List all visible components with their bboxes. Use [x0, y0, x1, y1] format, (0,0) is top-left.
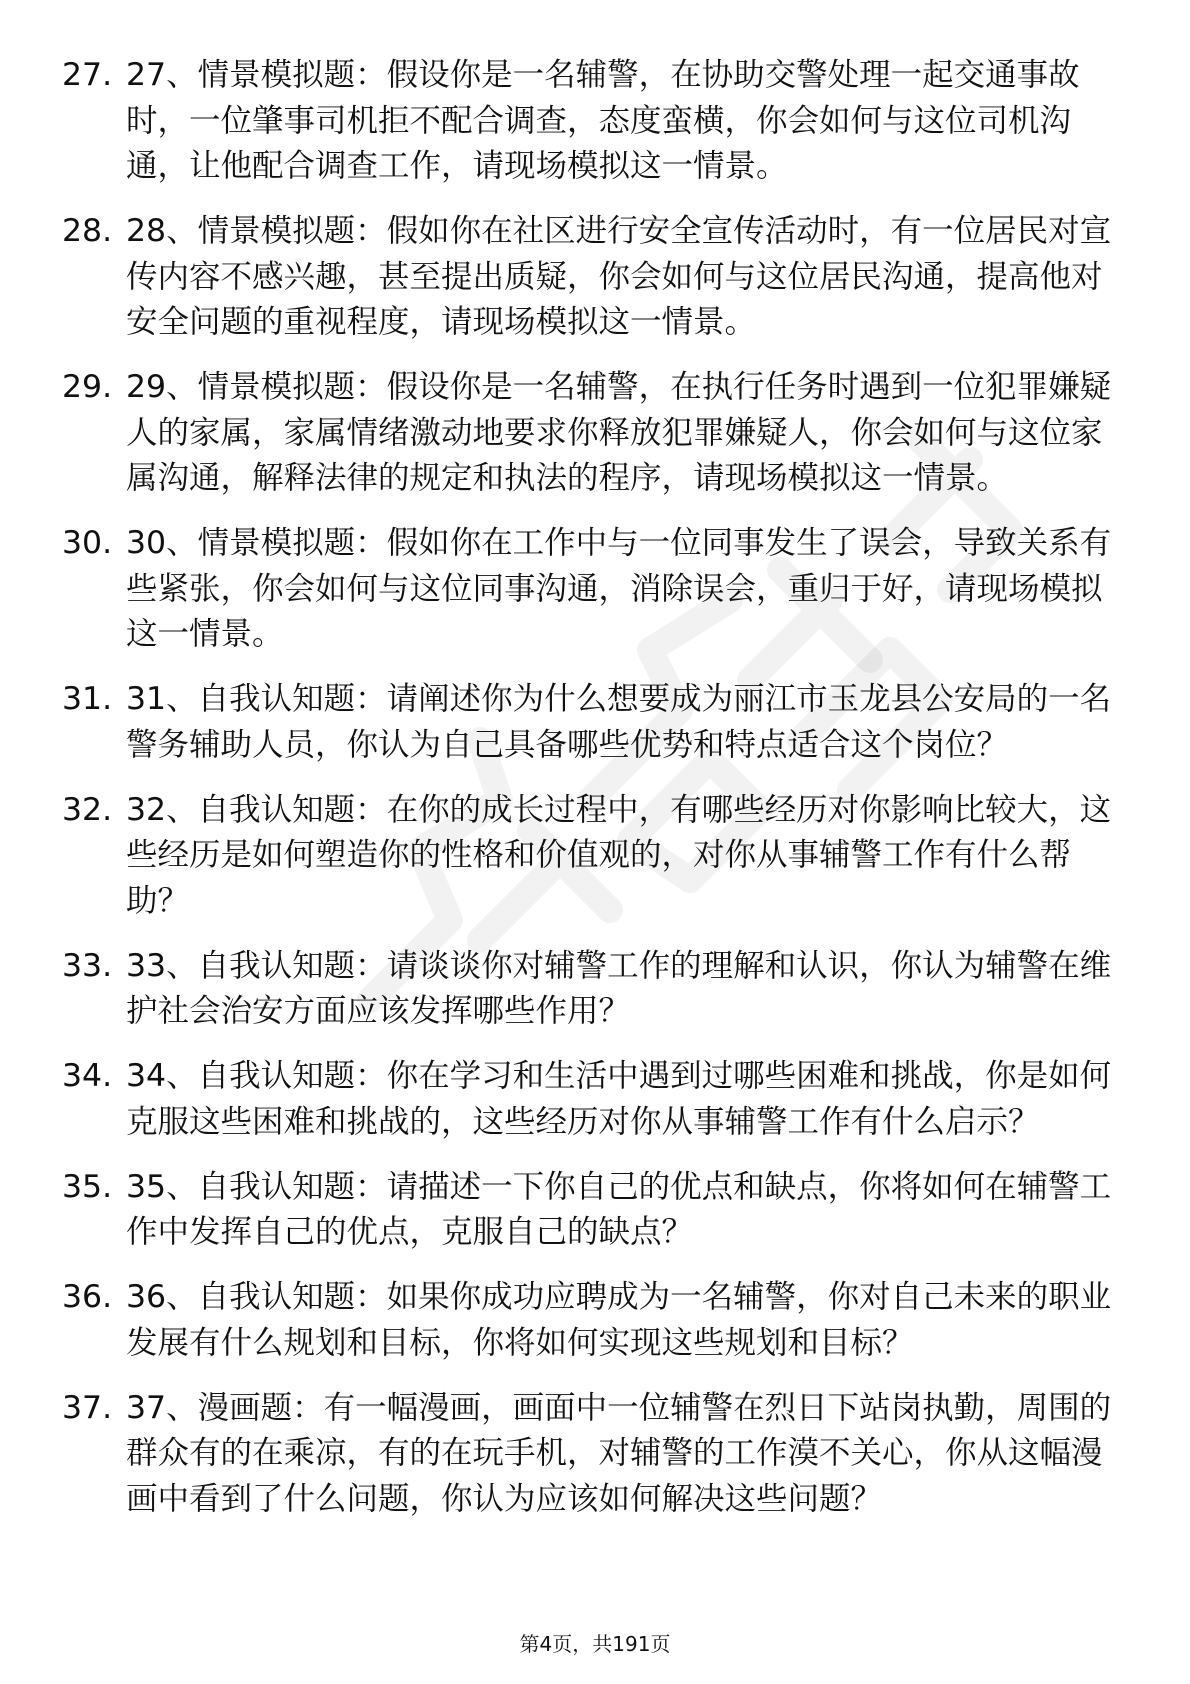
question-number: 32. — [62, 791, 113, 828]
question-item — [62, 1165, 1122, 1256]
question-number: 30. — [62, 525, 113, 561]
question-text: 28、情景模拟题：假如你在社区进行安全宣传活动时，有一位居民对宣传内容不感兴趣，甚至提出质疑，你会如何与这位居民沟通，提高他对安全问题的重视程度，请现场模拟这一情景。 — [126, 213, 1112, 340]
question-number: 29. — [62, 369, 113, 405]
question-text: 30、情景模拟题：假如你在工作中与一位同事发生了误会，导致关系有些紧张，你会如何与这位同事沟通，消除误会，重归于好，请现场模拟这一情景。 — [126, 525, 1112, 652]
question-text: 34、自我认知题：你在学习和生活中遇到过哪些困难和挑战，你是如何克服这些困难和挑战的，这些经历对你从事辅警工作有什么启示？ — [126, 1058, 1112, 1140]
question-number: 37. — [62, 1389, 113, 1426]
question-text: 32、自我认知题：在你的成长过程中，有哪些经历对你影响比较大，这些经历是如何塑造你的性格和价值观的，对你从事辅警工作有什么帮助？ — [126, 791, 1112, 919]
question-item — [62, 521, 1122, 658]
question-list — [62, 53, 1122, 1542]
question-number: 34. — [62, 1058, 113, 1094]
question-number: 35. — [62, 1168, 113, 1205]
question-text: 36、自我认知题：如果你成功应聘成为一名辅警，你对自己未来的职业发展有什么规划和目标，你将如何实现这些规划和目标？ — [126, 1279, 1112, 1361]
page-footer — [0, 1628, 1190, 1657]
question-text: 33、自我认知题：请谈谈你对辅警工作的理解和认识，你认为辅警在维护社会治安方面应该发挥哪些作用？ — [126, 947, 1112, 1029]
question-number: 33. — [62, 947, 113, 984]
question-text: 29、情景模拟题：假设你是一名辅警，在执行任务时遇到一位犯罪嫌疑人的家属，家属情绪激动地要求你释放犯罪嫌疑人，你会如何与这位家属沟通，解释法律的规定和执法的程序，请现场模拟这一情景。 — [126, 369, 1112, 496]
question-item — [62, 53, 1122, 190]
question-item — [62, 788, 1122, 925]
question-item — [62, 677, 1122, 768]
question-item — [62, 1386, 1122, 1523]
question-number: 31. — [62, 681, 113, 717]
question-item — [62, 209, 1122, 346]
question-item — [62, 365, 1122, 502]
question-item — [62, 1275, 1122, 1366]
question-item — [62, 1054, 1122, 1145]
page-number-label: 第4页，共191页 — [519, 1632, 671, 1656]
question-text: 35、自我认知题：请描述一下你自己的优点和缺点，你将如何在辅警工作中发挥自己的优点，克服自己的缺点？ — [126, 1168, 1112, 1250]
question-number: 28. — [62, 213, 113, 249]
question-text: 27、情景模拟题：假设你是一名辅警，在协助交警处理一起交通事故时，一位肇事司机拒不配合调查，态度蛮横，你会如何与这位司机沟通，让他配合调查工作，请现场模拟这一情景。 — [126, 57, 1080, 184]
question-text: 37、漫画题：有一幅漫画，画面中一位辅警在烈日下站岗执勤，周围的群众有的在乘凉，有的在玩手机，对辅警的工作漠不关心，你从这幅漫画中看到了什么问题，你认为应该如何解决这些问题？ — [126, 1389, 1112, 1517]
question-text: 31、自我认知题：请阐述你为什么想要成为丽江市玉龙县公安局的一名警务辅助人员，你认为自己具备哪些优势和特点适合这个岗位？ — [126, 681, 1112, 763]
question-item — [62, 944, 1122, 1035]
question-number: 36. — [62, 1279, 113, 1315]
question-number: 27. — [62, 57, 113, 93]
